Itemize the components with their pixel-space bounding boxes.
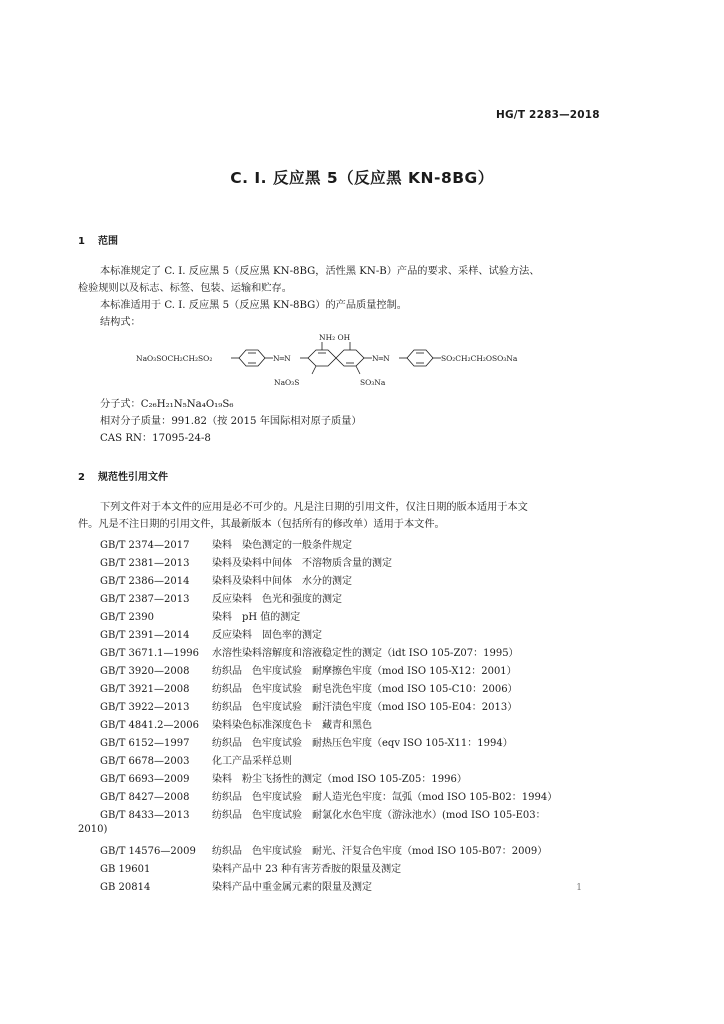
bottom-left-sulfonate: NaO₃S	[274, 378, 300, 387]
reference-code: GB/T 2374—2017	[100, 540, 190, 551]
reference-title: 纺织品 色牢度试验 耐氯化水色牢度（游泳池水）(mod ISO 105-E03：	[212, 810, 546, 821]
reference-item	[100, 752, 292, 767]
mass-value: 991.82（按 2015 年国际相对原子质量）	[171, 416, 362, 427]
reference-title: 染料 染色测定的一般条件规定	[212, 540, 352, 551]
reference-item	[100, 860, 401, 875]
right-benzene-ring	[407, 350, 433, 366]
right-substituent-group: SO₂CH₂CH₂OSO₃Na	[441, 354, 518, 363]
right-azo-group: N═N	[372, 354, 390, 363]
reference-item	[100, 572, 352, 587]
reference-item	[100, 536, 352, 551]
cas-label: CAS RN：	[100, 433, 153, 444]
reference-code: GB/T 6152—1997	[100, 738, 190, 749]
reference-title: 染料 pH 值的测定	[212, 612, 301, 623]
reference-code: GB/T 2386—2014	[100, 576, 190, 587]
left-azo-group: N═N	[273, 354, 291, 363]
reference-item	[100, 842, 547, 857]
references-intro-line-2: 件。凡是不注日期的引用文件，其最新版本（包括所有的修改单）适用于本文件。	[78, 519, 445, 530]
left-benzene-ring	[239, 350, 265, 366]
reference-item	[100, 680, 518, 695]
cas-number	[100, 430, 211, 447]
left-substituent-group: NaO₃SOCH₂CH₂SO₂	[136, 354, 213, 363]
reference-title: 染料 粉尘飞扬性的测定（mod ISO 105-Z05：1996）	[212, 774, 467, 785]
reference-code: GB/T 4841.2—2006	[100, 720, 199, 731]
reference-code: GB/T 2391—2014	[100, 630, 190, 641]
reference-code: GB 19601	[100, 864, 151, 875]
molecular-mass	[100, 413, 362, 430]
section-2-number: 2	[78, 472, 85, 483]
section-1-number: 1	[78, 236, 85, 247]
reference-title: 纺织品 色牢度试验 耐汗渍色牢度（mod ISO 105-E04：2013）	[212, 702, 518, 713]
reference-code: GB/T 2387—2013	[100, 594, 190, 605]
section-2-heading	[78, 468, 168, 483]
reference-code: GB/T 3671.1—1996	[100, 648, 199, 659]
reference-code: GB/T 3920—2008	[100, 666, 190, 677]
reference-title: 染料及染料中间体 不溶物质含量的测定	[212, 558, 392, 569]
reference-item	[100, 590, 342, 605]
reference-item	[100, 770, 467, 785]
reference-item	[100, 698, 517, 713]
reference-item	[100, 716, 372, 731]
bottom-right-sulfonate: SO₃Na	[360, 378, 386, 387]
reference-item	[100, 788, 557, 803]
reference-code: GB/T 3921—2008	[100, 684, 190, 695]
top-substituents: NH₂ OH	[319, 333, 351, 342]
reference-code: GB/T 2381—2013	[100, 558, 190, 569]
reference-title: 反应染料 色光和强度的测定	[212, 594, 342, 605]
reference-item	[100, 626, 322, 641]
reference-code: GB/T 2390	[100, 612, 155, 623]
reference-code: GB/T 8427—2008	[100, 792, 190, 803]
reference-code: GB/T 14576—2009	[100, 846, 196, 857]
scope-para-1-line-1: 本标准规定了 C. I. 反应黑 5（反应黑 KN-8BG，活性黑 KN-B）产品的要求、采样、试验方法、	[100, 266, 540, 277]
reference-item	[100, 554, 392, 569]
molecular-formula	[100, 396, 233, 413]
reference-title: 水溶性染料溶解度和溶液稳定性的测定（idt ISO 105-Z07：1995）	[212, 648, 519, 659]
section-1-heading	[78, 232, 118, 247]
reference-code: GB/T 6678—2003	[100, 756, 190, 767]
naphthalene-right-ring	[336, 350, 364, 366]
reference-item	[100, 644, 519, 659]
reference-item	[100, 734, 513, 749]
references-intro-line-1: 下列文件对于本文件的应用是必不可少的。凡是注日期的引用文件，仅注日期的版本适用于本文	[100, 502, 528, 513]
section-1-title: 范围	[98, 236, 118, 247]
structure-label: 结构式：	[100, 317, 141, 328]
reference-title: 纺织品 色牢度试验 耐光、汗复合色牢度（mod ISO 105-B07：2009）	[212, 846, 548, 857]
reference-title: 纺织品 色牢度试验 耐皂洗色牢度（mod ISO 105-C10：2006）	[212, 684, 518, 695]
reference-item	[100, 662, 517, 677]
reference-title: 纺织品 色牢度试验 耐人造光色牢度：氙弧（mod ISO 105-B02：1994）	[212, 792, 558, 803]
naphthalene-left-ring	[308, 350, 336, 366]
mass-label: 相对分子质量：	[100, 416, 172, 427]
reference-title: 染料及染料中间体 水分的测定	[212, 576, 352, 587]
reference-title: 反应染料 固色率的测定	[212, 630, 322, 641]
reference-title: 纺织品 色牢度试验 耐热压色牢度（eqv ISO 105-X11：1994）	[212, 738, 513, 749]
reference-title: 纺织品 色牢度试验 耐摩擦色牢度（mod ISO 105-X12：2001）	[212, 666, 517, 677]
cas-value: 17095-24-8	[152, 433, 211, 444]
formula-value: C₂₆H₂₁N₅Na₄O₁₉S₆	[140, 399, 234, 410]
document-title: C. I. 反应黑 5（反应黑 KN-8BG）	[230, 169, 494, 187]
reference-code: GB 20814	[100, 882, 151, 893]
reference-continuation: 2010)	[78, 824, 108, 835]
reference-code: GB/T 8433—2013	[100, 810, 190, 821]
structural-formula	[136, 330, 556, 392]
reference-title: 染料产品中重金属元素的限量及测定	[212, 882, 372, 893]
scope-para-2: 本标准适用于 C. I. 反应黑 5（反应黑 KN-8BG）的产品质量控制。	[100, 300, 407, 311]
scope-para-1-line-2: 检验规则以及标志、标签、包装、运输和贮存。	[78, 283, 292, 294]
reference-title: 染料产品中 23 种有害芳香胺的限量及测定	[212, 864, 402, 875]
reference-code: GB/T 3922—2013	[100, 702, 190, 713]
standard-code: HG/T 2283—2018	[496, 109, 600, 121]
reference-item	[100, 806, 546, 821]
reference-item	[100, 608, 300, 623]
reference-title: 化工产品采样总则	[212, 756, 292, 767]
section-2-title: 规范性引用文件	[98, 472, 168, 483]
reference-title: 染料染色标准深度色卡 藏青和黑色	[212, 720, 372, 731]
reference-code: GB/T 6693—2009	[100, 774, 190, 785]
formula-label: 分子式：	[100, 399, 141, 410]
page-number: 1	[576, 883, 582, 893]
reference-item	[100, 878, 372, 893]
